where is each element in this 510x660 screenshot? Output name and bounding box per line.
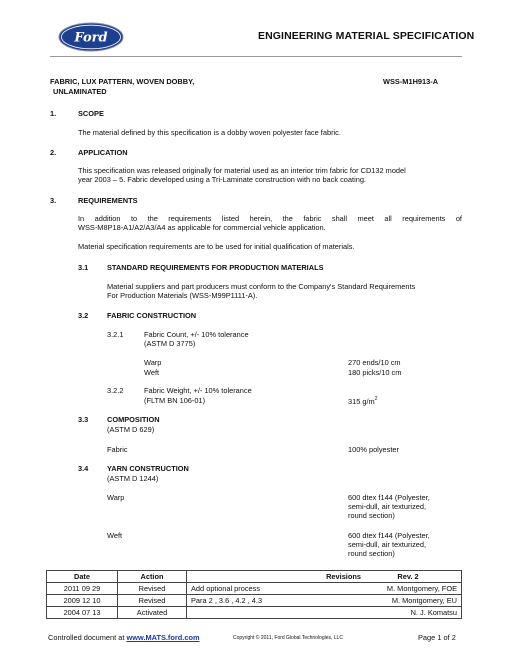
- fabric-count-label: Fabric Count, +/- 10% tolerance: [144, 330, 249, 339]
- requirements-text-line1: In addition to the requirements listed herein, the fabric shall meet all requirements of: [78, 214, 462, 223]
- subsection-number: 3.1: [78, 263, 89, 272]
- col-header-revisions: Revisions: [187, 571, 366, 583]
- fabric-weight-value: 315 $g/m^2$: [348, 396, 378, 406]
- weft-yarn-line2: semi-dull, air texturized,: [348, 540, 427, 549]
- row-revision: [187, 607, 366, 619]
- weft-yarn-line3: round section): [348, 549, 395, 558]
- yarn-method: (ASTM D 1244): [107, 474, 159, 483]
- subsection-heading-standard-requirements: STANDARD REQUIREMENTS FOR PRODUCTION MATERIALS: [107, 263, 324, 272]
- subsection-number: 3.3: [78, 415, 89, 424]
- fabric-label: Fabric: [107, 445, 128, 454]
- standard-req-text-line2: For Production Materials (WSS-M99P1111-A).: [107, 291, 258, 300]
- row-author: M. Montgomery, FOE: [365, 583, 462, 595]
- application-text-line2: year 2003 – 5. Fabric developed using a Tri-Laminate construction with no back coating.: [78, 175, 366, 184]
- standard-req-text-line1: Material suppliers and part producers must conform to the Company's Standard Requirements: [107, 282, 416, 291]
- fabric-weight-method: (FLTM BN 106-01): [144, 396, 206, 405]
- col-header-action: Action: [118, 571, 187, 583]
- subsubsection-number: 3.2.2: [107, 386, 124, 395]
- application-text-line1: This specification was released originally for material used as an interior trim fabric for CD132 model: [78, 166, 406, 175]
- row-action: Revised: [118, 583, 187, 595]
- fabric-weight-label: Fabric Weight, +/- 10% tolerance: [144, 386, 252, 395]
- row-date: 2004 07 13: [47, 607, 118, 619]
- header-divider: [50, 56, 462, 57]
- revision-table-header: [47, 571, 462, 583]
- revision-table: [46, 570, 462, 619]
- doc-title-line1: FABRIC, LUX PATTERN, WOVEN DOBBY,: [50, 77, 195, 86]
- row-author: M. Montgomery, EU: [365, 595, 462, 607]
- warp-count-value: 270 ends/10 cm: [348, 358, 401, 367]
- warp-yarn-line1: 600 dtex f144 (Polyester,: [348, 493, 430, 502]
- page-number: Page 1 of 2: [418, 633, 456, 642]
- logo-text: Ford: [74, 30, 108, 46]
- weft-label: Weft: [107, 531, 123, 540]
- subsection-heading-composition: COMPOSITION: [107, 415, 160, 424]
- table-row: [47, 607, 462, 619]
- warp-label: Warp: [107, 493, 125, 502]
- doc-title-line2: UNLAMINATED: [53, 87, 107, 96]
- footer-copyright: Copyright © 2011, Ford Global Technologies, LLC: [233, 635, 343, 641]
- footer-controlled-doc: Controlled document at www.MATS.ford.com: [48, 633, 200, 642]
- row-revision: Add optional process: [187, 583, 366, 595]
- table-row: [47, 595, 462, 607]
- warp-yarn-line2: semi-dull, air texturized,: [348, 502, 427, 511]
- fabric-count-method: (ASTM D 3775): [144, 339, 196, 348]
- composition-method: (ASTM D 629): [107, 425, 155, 434]
- row-author: N. J. Komatsu: [365, 607, 462, 619]
- col-header-rev-number: Rev. 2: [365, 571, 462, 583]
- section-heading-scope: SCOPE: [78, 109, 104, 118]
- scope-text: The material defined by this specification is a dobby woven polyester face fabric.: [78, 128, 341, 137]
- subsection-number: 3.2: [78, 311, 89, 320]
- row-revision: Para 2 , 3.6 , 4.2 , 4.3: [187, 595, 366, 607]
- requirements-text-line2: WSS-M8P18-A1/A2/A3/A4 as applicable for commercial vehicle application.: [78, 223, 326, 232]
- row-date: 2009 12 10: [47, 595, 118, 607]
- section-heading-requirements: REQUIREMENTS: [78, 196, 138, 205]
- fabric-composition-value: 100% polyester: [348, 445, 399, 454]
- row-date: 2011 09 29: [47, 583, 118, 595]
- table-row: [47, 583, 462, 595]
- weft-label: Weft: [144, 368, 160, 377]
- spec-number: WSS-M1H913-A: [383, 77, 439, 86]
- ford-logo: [58, 22, 124, 52]
- requirements-text-p2: Material specification requirements are to be used for initial qualification of materials.: [78, 242, 355, 251]
- subsubsection-number: 3.2.1: [107, 330, 124, 339]
- section-number: 1.: [50, 109, 57, 118]
- row-action: Activated: [118, 607, 187, 619]
- warp-label: Warp: [144, 358, 162, 367]
- section-heading-application: APPLICATION: [78, 148, 128, 157]
- weft-yarn-line1: 600 dtex f144 (Polyester,: [348, 531, 430, 540]
- mats-link[interactable]: www.MATS.ford.com: [126, 633, 200, 642]
- page-title: ENGINEERING MATERIAL SPECIFICATION: [258, 30, 475, 42]
- subsection-heading-yarn-construction: YARN CONSTRUCTION: [107, 464, 189, 473]
- col-header-date: Date: [47, 571, 118, 583]
- subsection-heading-fabric-construction: FABRIC CONSTRUCTION: [107, 311, 197, 320]
- row-action: Revised: [118, 595, 187, 607]
- warp-yarn-line3: round section): [348, 511, 395, 520]
- section-number: 3.: [50, 196, 57, 205]
- section-number: 2.: [50, 148, 57, 157]
- subsection-number: 3.4: [78, 464, 89, 473]
- weft-count-value: 180 picks/10 cm: [348, 368, 402, 377]
